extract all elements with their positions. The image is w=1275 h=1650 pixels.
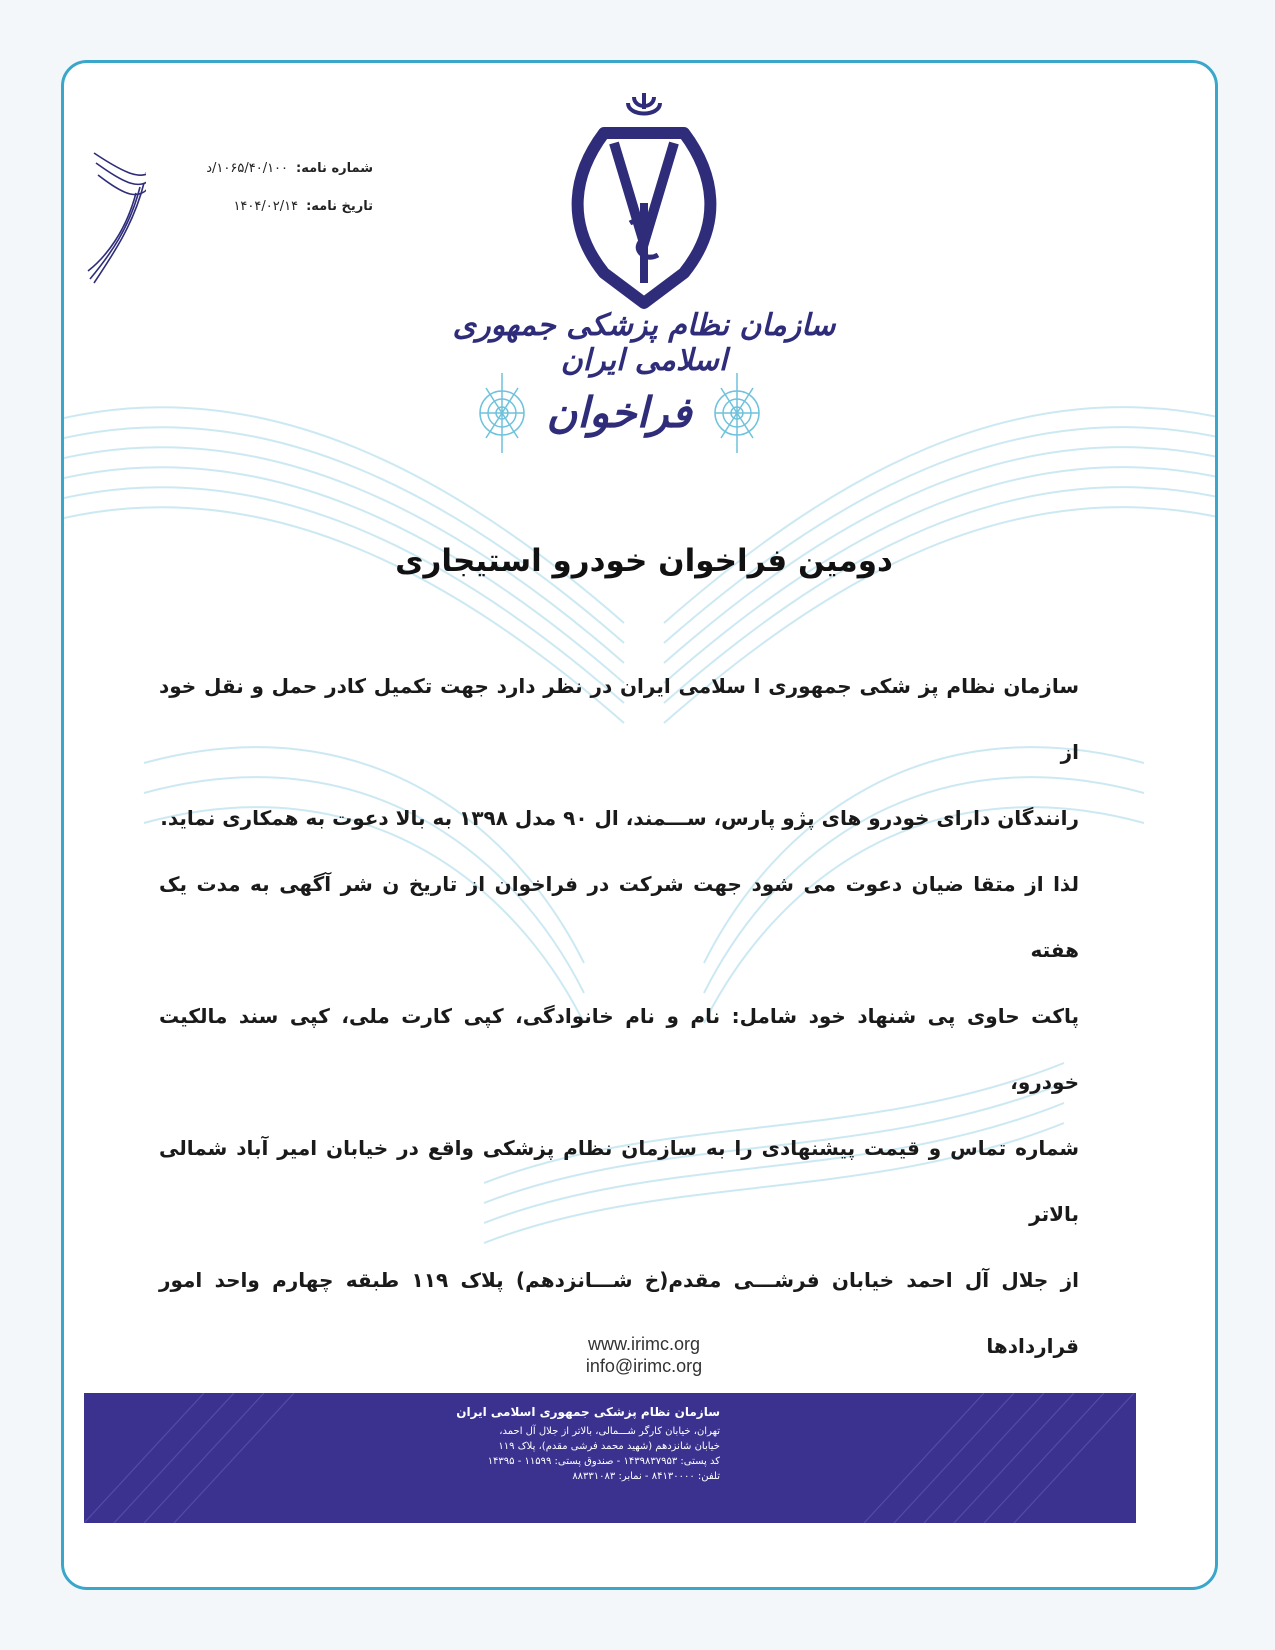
letter-number-row [206, 161, 373, 176]
body-line: سازمان نظام پز شکی جمهوری ا سلامی ایران در نظر دارد جهت تکمیل کادر حمل و نقل خود از [159, 674, 1079, 764]
footer-line: کد پستی: ۱۴۳۹۸۳۷۹۵۳ - صندوق پستی: ۱۱۵۹۹ - ۱۴۳۹۵ [487, 1456, 720, 1467]
footer-line: خیابان شانزدهم (شهید محمد فرشی مقدم)، پلاک ۱۱۹ [498, 1441, 720, 1452]
letter-date-label: تاریخ نامه: [306, 199, 373, 214]
body-line: لذا از متقا ضیان دعوت می شود جهت شرکت در فراخوان از تاریخ ن شر آگهی به مدت یک هفته [159, 872, 1079, 962]
footer-address [456, 1405, 720, 1484]
body-line: رانندگان دارای خودرو های پژو پارس، ســـمند، ال ۹۰ مدل ۱۳۹۸ به بالا دعوت به همکاری نماید. [160, 806, 1079, 830]
letter-number-label: شماره نامه: [296, 161, 373, 176]
letter-date-value: ۱۴۰۴/۰۲/۱۴ [233, 199, 299, 214]
letter-date-row [233, 199, 373, 214]
medical-council-emblem-icon [534, 83, 754, 323]
website-link[interactable]: www.irimc.org [587, 1334, 700, 1354]
email-link[interactable]: info@irimc.org [585, 1356, 703, 1376]
call-badge: فراخوان [546, 388, 692, 437]
footer-line: تلفن: ۸۴۱۳۰۰۰۰ - نمابر: ۸۸۳۳۱۰۸۳ [572, 1471, 720, 1482]
document-frame [61, 60, 1218, 1590]
body-line: پاکت حاوی پی شنهاد خود شامل: نام و نام خانوادگی، کپی کارت ملی، کپی سند مالکیت خودرو، [159, 1004, 1079, 1094]
document-title: دومین فراخوان خودرو استیجاری [395, 543, 893, 579]
footer-org-name: سازمان نظام پزشکی جمهوری اسلامی ایران [456, 1405, 720, 1419]
organization-name: سازمان نظام پزشکی جمهوری اسلامی ایران [452, 308, 836, 378]
footer-band [84, 1393, 1136, 1523]
letter-number-value: ۱۰۶۵/۴۰/۱۰۰/د [206, 161, 289, 176]
footer-line: تهران، خیابان کارگر شـــمالی، بالاتر از جلال آل احمد، [499, 1426, 720, 1437]
mandala-ornament-icon [474, 368, 530, 458]
body-line: از جلال آل احمد خیابان فرشـــی مقدم(خ شـــانزدهم) پلاک ۱۱۹ طبقه چهارم واحد امور قراردادها [159, 1268, 1079, 1358]
mandala-ornament-icon [709, 368, 765, 458]
announcement-body [159, 653, 1079, 1445]
body-line: شماره تماس و قیمت پیشنهادی را به سازمان نظام پزشکی واقع در خیابان امیر آباد شمالی بالاتر [159, 1136, 1079, 1226]
letter-reference-box [146, 149, 401, 241]
contact-info [494, 1333, 794, 1377]
